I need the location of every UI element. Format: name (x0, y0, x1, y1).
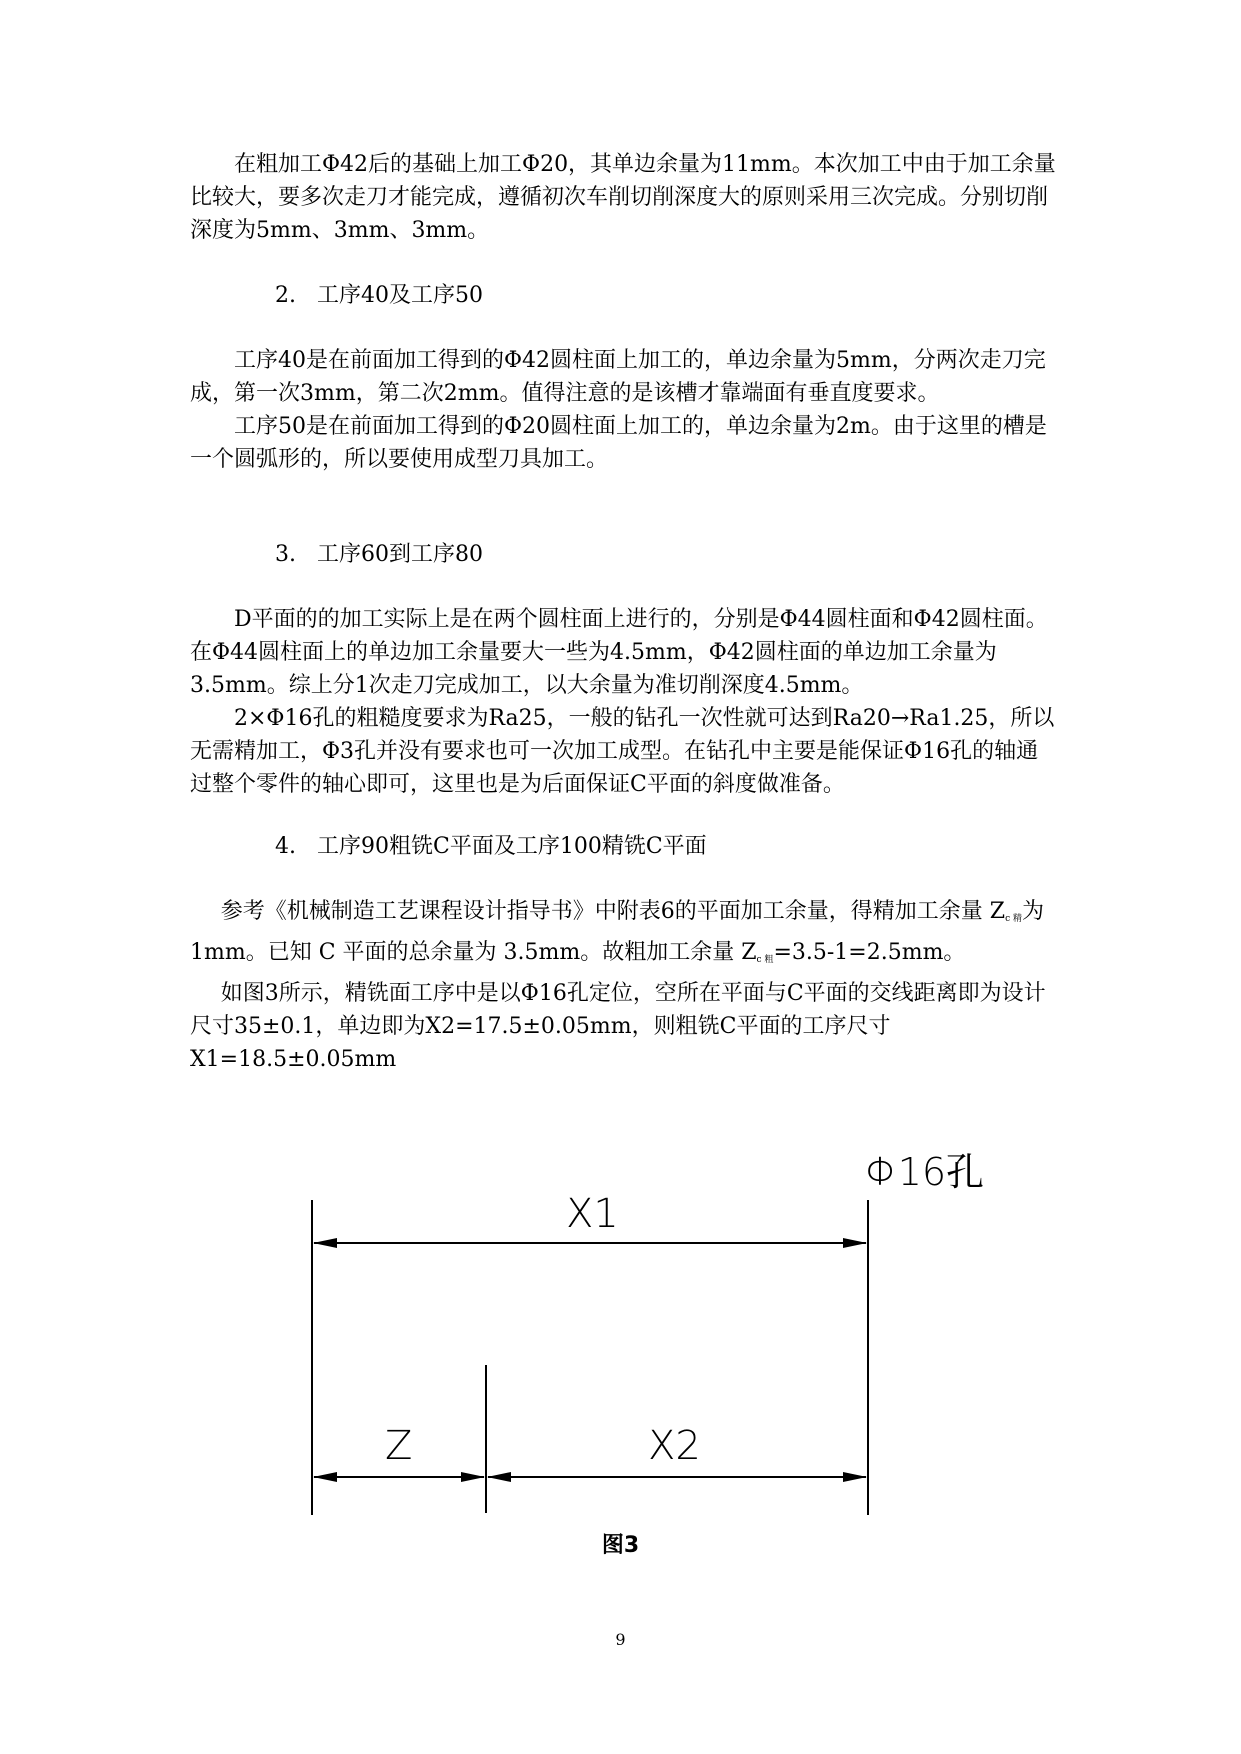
paragraph-block-2 (190, 344, 1060, 476)
paragraph-6 (190, 895, 1060, 977)
paragraph-block-1 (190, 148, 1060, 247)
paragraph-1: 在粗加工Φ42后的基础上加工Φ20，其单边余量为11mm。本次加工中由于加工余量比较大，要多次走刀才能完成，遵循初次车削切削深度大的原则采用三次完成。分别切削深度为5mm、3mm、3mm。 (190, 152, 1056, 243)
x1-label: X1 (566, 1191, 619, 1237)
hole-label: Φ16孔 (865, 1150, 985, 1194)
section-number: 2. (275, 283, 296, 308)
section-heading-2 (275, 279, 483, 312)
paragraph-2: 工序40是在前面加工得到的Φ42圆柱面上加工的，单边余量为5mm，分两次走刀完成，第一次3mm，第二次2mm。值得注意的是该槽才靠端面有垂直度要求。 (190, 348, 1046, 406)
paragraph-7: 如图3所示，精铣面工序中是以Φ16孔定位，空所在平面与C平面的交线距离即为设计尺寸35±0.1，单边即为X2=17.5±0.05mm，则粗铣C平面的工序尺寸X1=18.5±0.05mm (190, 981, 1046, 1072)
section-title: 工序60到工序80 (317, 542, 483, 567)
paragraph-5: 2×Φ16孔的粗糙度要求为Ra25，一般的钻孔一次性就可达到Ra20→Ra1.25，所以无需精加工，Φ3孔并没有要求也可一次加工成型。在钻孔中主要是能保证Φ16孔的轴通过整个零件的轴心即可，这里也是为后面保证C平面的斜度做准备。 (190, 706, 1055, 797)
section-heading-3 (275, 538, 483, 571)
paragraph-4: D平面的的加工实际上是在两个圆柱面上进行的，分别是Φ44圆柱面和Φ42圆柱面。在Φ44圆柱面上的单边加工余量要大一些为4.5mm，Φ42圆柱面的单边加工余量为3.5mm。综上分1次走刀完成加工，以大余量为准切削深度4.5mm。 (190, 607, 1048, 698)
paragraph-block-4 (190, 895, 1060, 1076)
section-number: 4. (275, 834, 296, 859)
paragraph-3: 工序50是在前面加工得到的Φ20圆柱面上加工的，单边余量为2m。由于这里的槽是一个圆弧形的，所以要使用成型刀具加工。 (190, 414, 1047, 472)
section-title: 工序90粗铣C平面及工序100精铣C平面 (317, 834, 707, 859)
section-heading-4 (275, 830, 707, 863)
figure-caption: 图3 (601, 1533, 640, 1558)
paragraph-block-3 (190, 603, 1060, 801)
paragraph-6-part-c: =3.5-1=2.5mm。 (773, 940, 966, 965)
section-number: 3. (275, 542, 296, 567)
paragraph-6-part-b: 为 1mm。已知 C 平面的总余量为 3.5mm。故粗加工余量 Z (190, 899, 1044, 965)
paragraph-6-part-a: 参考《机械制造工艺课程设计指导书》中附表6的平面加工余量，得精加工余量 Z (220, 899, 1006, 924)
subscript-finish: c 精 (1005, 914, 1022, 924)
z-label: Z (385, 1423, 413, 1469)
page-number: 9 (615, 1630, 626, 1649)
x2-label: X2 (648, 1423, 701, 1469)
section-title: 工序40及工序50 (317, 283, 483, 308)
dimension-figure (290, 1135, 1010, 1515)
subscript-rough: c 粗 (756, 955, 774, 965)
